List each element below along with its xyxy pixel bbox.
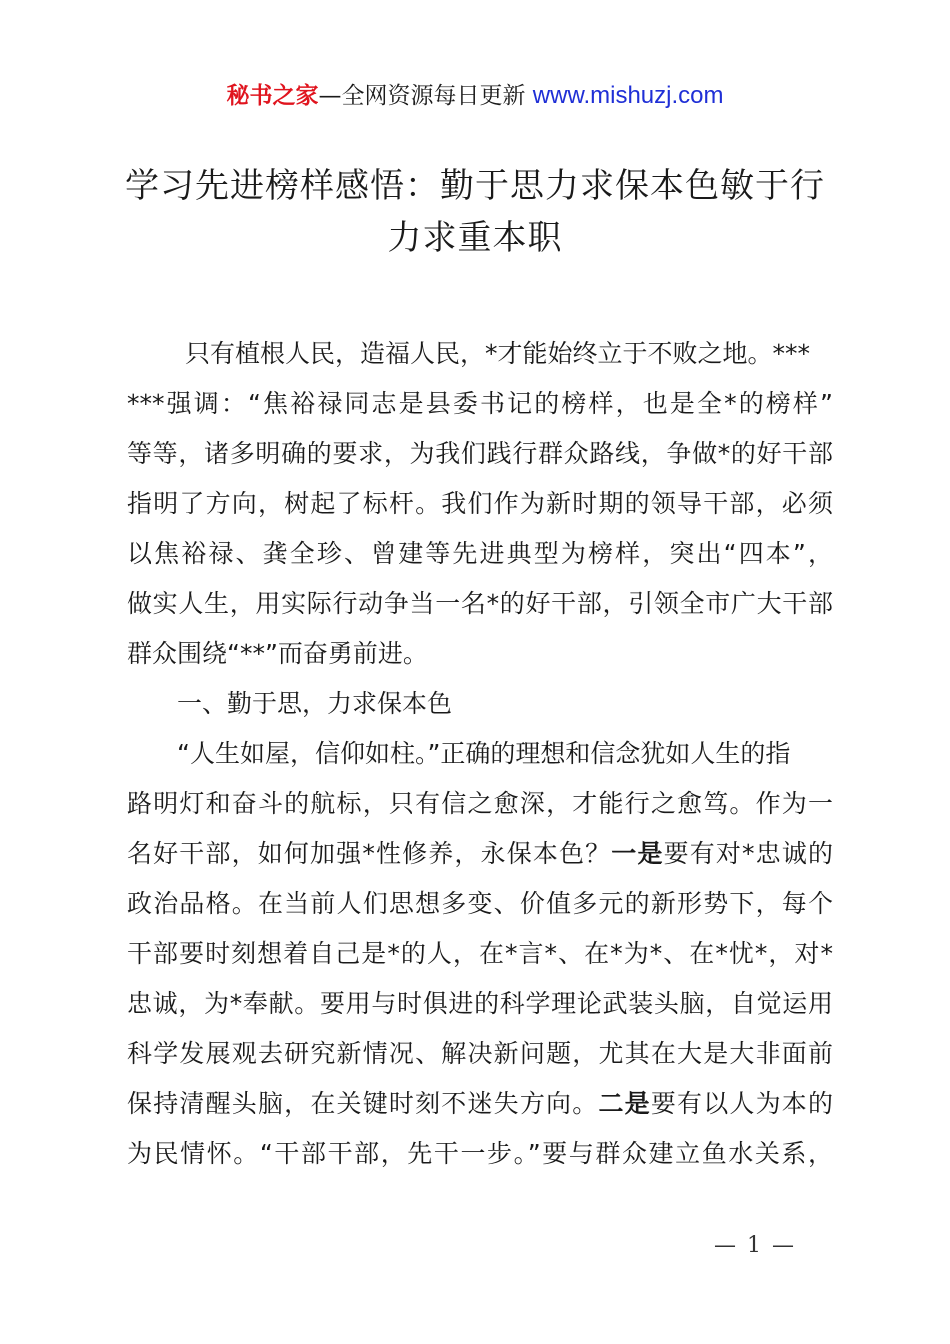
text-line xyxy=(127,1079,833,1129)
emphasis-first: 一是 xyxy=(611,839,664,868)
page-number: — 1 — xyxy=(714,1233,796,1258)
text-line: “人生如屋，信仰如柱。”正确的理想和信念犹如人生的指 xyxy=(177,739,791,768)
text-line: 指明了方向，树起了标杆。我们作为新时期的领导干部，必须 xyxy=(127,489,833,518)
text-segment: 要有以人为本的 xyxy=(650,1089,833,1118)
text-segment: 名好干部，如何加强*性修养，永保本色？ xyxy=(127,839,612,868)
text-line: 做实人生，用实际行动争当一名*的好干部，引领全市广大干部 xyxy=(127,589,833,618)
text-line: 干部要时刻想着自己是*的人，在*言*、在*为*、在*忧*，对* xyxy=(127,939,833,968)
text-line: 只有植根人民，造福人民，*才能始终立于不败之地。*** xyxy=(185,339,811,368)
section-heading: 一、勤于思，力求保本色 xyxy=(177,689,453,718)
site-url-link[interactable]: www.mishuzj.com xyxy=(532,82,724,109)
text-line: 群众围绕“**”而奋勇前进。 xyxy=(127,639,428,668)
text-line: 科学发展观去研究新情况、解决新问题，尤其在大是大非面前 xyxy=(127,1039,833,1068)
emphasis-second: 二是 xyxy=(598,1089,651,1118)
text-segment: 保持清醒头脑，在关键时刻不迷失方向。 xyxy=(127,1089,599,1118)
title-line-1: 学习先进榜样感悟：勤于思力求保本色敏于行 xyxy=(125,166,825,206)
text-line: 政治品格。在当前人们思想多变、价值多元的新形势下，每个 xyxy=(127,889,833,918)
title-line-2: 力求重本职 xyxy=(387,218,563,258)
paragraph-intro xyxy=(127,329,833,1179)
text-line xyxy=(127,829,833,879)
text-line: 等等，诸多明确的要求，为我们践行群众路线，争做*的好干部 xyxy=(127,439,833,468)
brand-name: 秘书之家 xyxy=(226,83,319,109)
text-line: 路明灯和奋斗的航标，只有信之愈深，才能行之愈笃。作为一 xyxy=(127,789,833,818)
site-header xyxy=(0,80,950,112)
text-line: 以焦裕禄、龚全珍、曾建等先进典型为榜样，突出“四本”， xyxy=(127,539,833,568)
text-line: 忠诚，为*奉献。要用与时俱进的科学理论武装头脑，自觉运用 xyxy=(127,989,833,1018)
header-slogan: —全网资源每日更新 xyxy=(318,83,526,109)
text-line: ***强调：“焦裕禄同志是县委书记的榜样，也是全*的榜样” xyxy=(127,389,833,418)
document-title xyxy=(100,160,850,264)
text-segment: 要有对*忠诚的 xyxy=(663,839,833,868)
text-line: 为民情怀。“干部干部，先干一步。”要与群众建立鱼水关系， xyxy=(127,1139,833,1168)
